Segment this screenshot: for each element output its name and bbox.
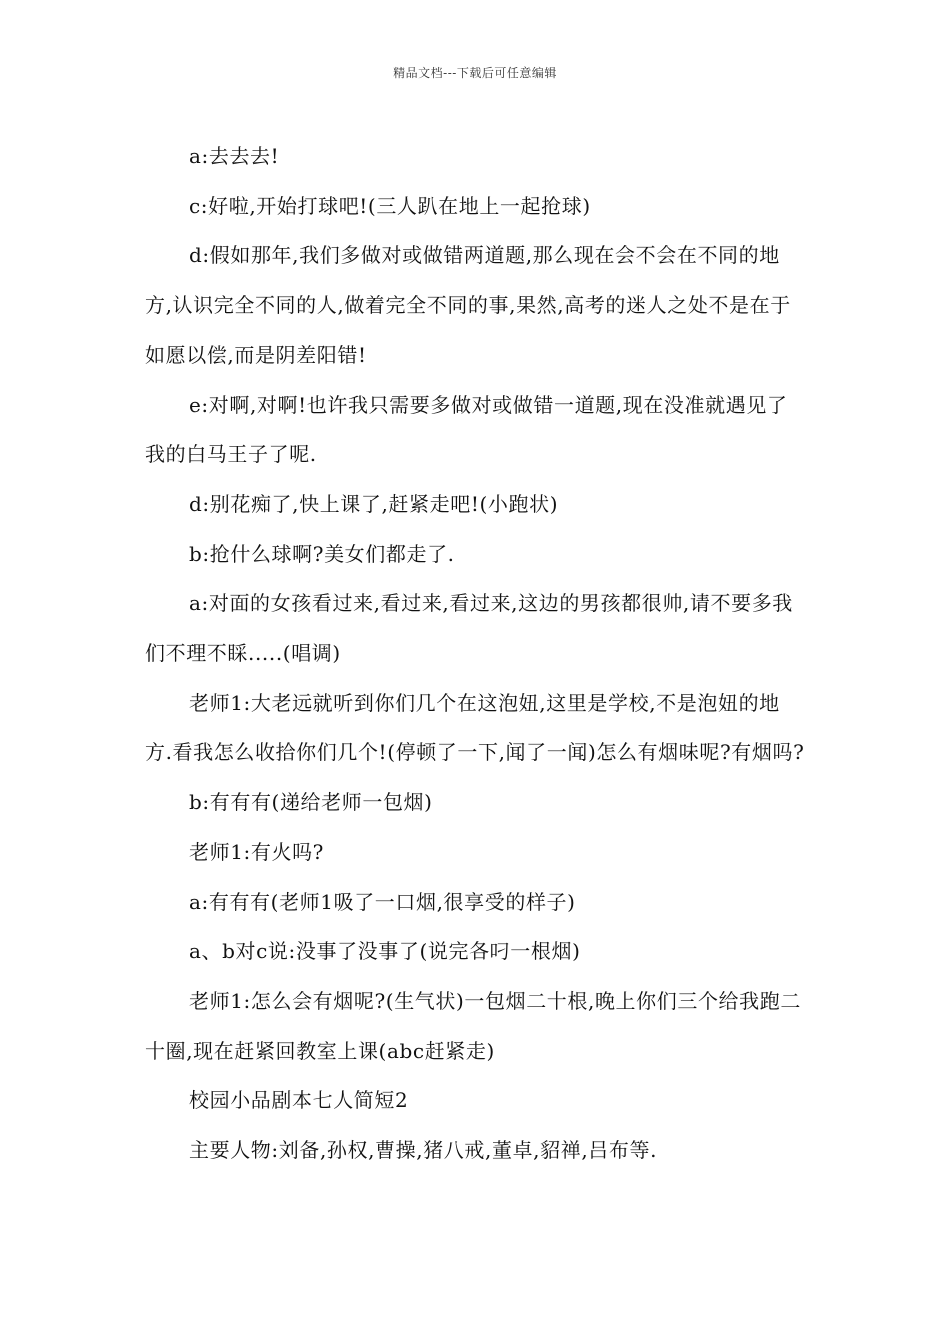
document-body: [145, 132, 805, 1176]
paragraph: d:假如那年,我们多做对或做错两道题,那么现在会不会在不同的地方,认识完全不同的人,做着完全不同的事,果然,高考的迷人之处不是在于如愿以偿,而是阴差阳错!: [145, 243, 791, 367]
paragraph: e:对啊,对啊!也许我只需要多做对或做错一道题,现在没准就遇见了我的白马王子了呢.: [145, 392, 788, 467]
paragraph: a:对面的女孩看过来,看过来,看过来,这边的男孩都很帅,请不要多我们不理不睬.....(唱调): [145, 591, 793, 666]
paragraph: b:抢什么球啊?美女们都走了.: [189, 541, 455, 566]
section-title: 校园小品剧本七人简短2: [189, 1088, 409, 1113]
paragraph: b:有有有(递给老师一包烟): [189, 790, 433, 815]
paragraph: 老师1:有火吗?: [189, 839, 324, 864]
paragraph: c:好啦,开始打球吧!(三人趴在地上一起抢球): [189, 193, 591, 218]
paragraph: d:别花痴了,快上课了,赶紧走吧!(小跑状): [189, 491, 559, 516]
paragraph: 老师1:怎么会有烟呢?(生气状)一包烟二十根,晚上你们三个给我跑二十圈,现在赶紧回教室上课(abc赶紧走): [145, 988, 801, 1063]
page-header: 精品文档---下载后可任意编辑: [393, 66, 557, 80]
paragraph: a:去去去!: [189, 144, 280, 168]
paragraph: a、b对c说:没事了没事了(说完各叼一根烟): [189, 939, 581, 964]
paragraph: 老师1:大老远就听到你们几个在这泡妞,这里是学校,不是泡妞的地方.看我怎么收拾你们几个!(停顿了一下,闻了一闻)怎么有烟味呢?有烟吗?: [145, 690, 805, 765]
paragraph: a:有有有(老师1吸了一口烟,很享受的样子): [189, 889, 576, 914]
paragraph: 主要人物:刘备,孙权,曹操,猪八戒,董卓,貂禅,吕布等.: [189, 1138, 658, 1163]
